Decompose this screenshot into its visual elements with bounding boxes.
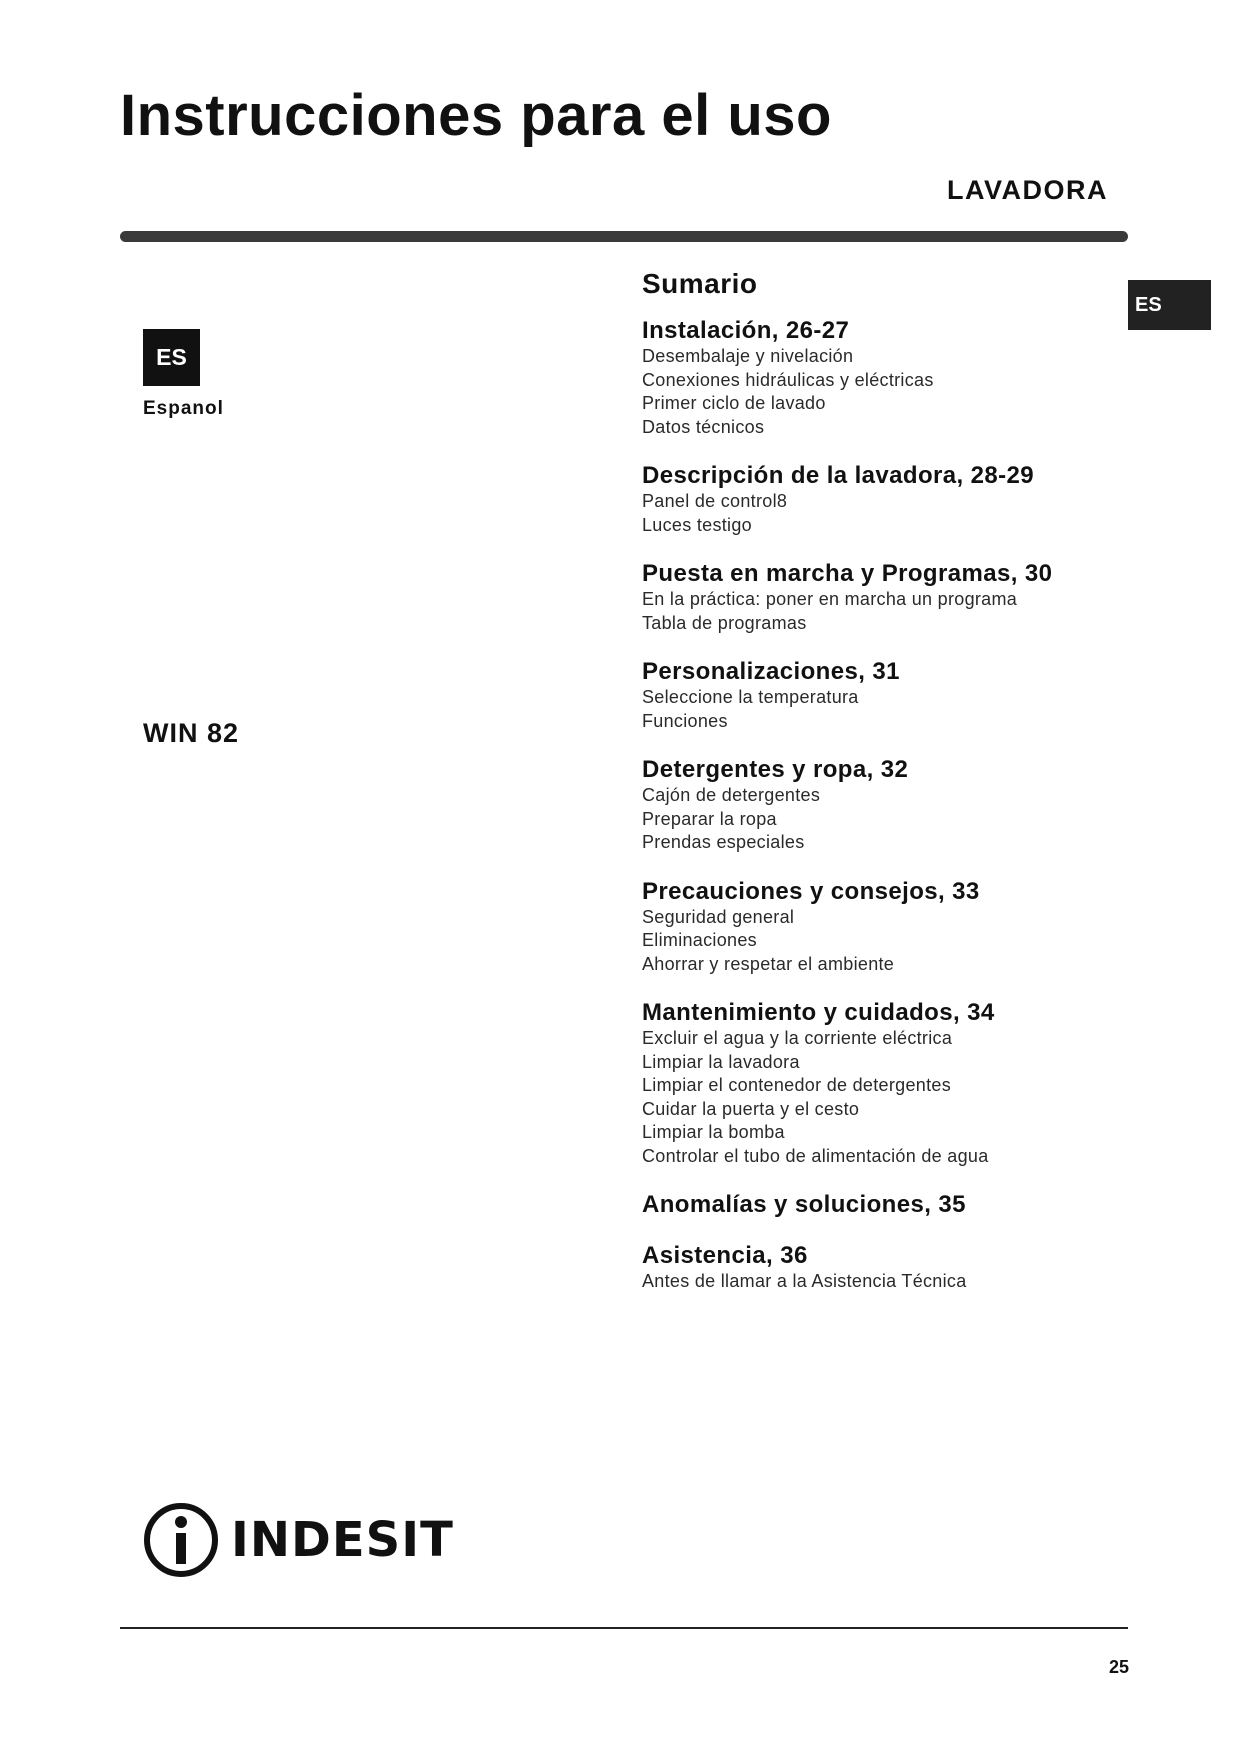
toc-item[interactable]: Preparar la ropa bbox=[642, 808, 777, 829]
toc-item[interactable]: Excluir el agua y la corriente eléctrica bbox=[642, 1028, 953, 1048]
language-badge: ES bbox=[143, 329, 200, 386]
toc-section-title[interactable]: Personalizaciones, 31 bbox=[642, 658, 900, 685]
toc-section-title[interactable]: Precauciones y consejos, 33 bbox=[642, 877, 980, 905]
toc-section-title[interactable]: Anomalías y soluciones, 35 bbox=[642, 1191, 966, 1218]
toc-item[interactable]: Cajón de detergentes bbox=[642, 785, 821, 805]
language-side-tab[interactable]: ES bbox=[1128, 280, 1211, 330]
language-label: Espanol bbox=[143, 398, 224, 419]
toc-item[interactable]: Limpiar la bomba bbox=[642, 1122, 785, 1142]
toc-item[interactable]: Cuidar la puerta y el cesto bbox=[642, 1098, 860, 1119]
toc-section bbox=[642, 1190, 1122, 1219]
indesit-logo-icon bbox=[143, 1502, 219, 1578]
toc-item-list bbox=[642, 1027, 1122, 1168]
toc-item[interactable]: Eliminaciones bbox=[642, 930, 757, 950]
toc-item[interactable]: Desembalaje y nivelación bbox=[642, 346, 854, 366]
toc-item[interactable]: Primer ciclo de lavado bbox=[642, 393, 826, 413]
toc-section-title[interactable]: Detergentes y ropa, 32 bbox=[642, 756, 909, 783]
toc-item-list bbox=[642, 1270, 1122, 1294]
toc-item[interactable]: Seguridad general bbox=[642, 906, 795, 927]
table-of-contents bbox=[642, 268, 1122, 1316]
toc-item-list bbox=[642, 588, 1122, 635]
toc-item-list bbox=[642, 784, 1122, 855]
document-subtitle: LAVADORA bbox=[947, 175, 1108, 205]
header-divider bbox=[120, 231, 1128, 242]
toc-section bbox=[642, 877, 1122, 977]
footer-divider bbox=[120, 1627, 1128, 1629]
toc-section bbox=[642, 657, 1122, 733]
toc-item[interactable]: Conexiones hidráulicas y eléctricas bbox=[642, 369, 934, 390]
toc-section bbox=[642, 998, 1122, 1168]
toc-item[interactable]: Tabla de programas bbox=[642, 612, 807, 633]
toc-sections bbox=[642, 316, 1122, 1294]
toc-section bbox=[642, 559, 1122, 635]
toc-item-list bbox=[642, 906, 1122, 977]
brand-logo bbox=[143, 1500, 454, 1580]
toc-section bbox=[642, 755, 1122, 855]
toc-item[interactable]: Luces testigo bbox=[642, 514, 752, 535]
toc-section-title[interactable]: Descripción de la lavadora, 28-29 bbox=[642, 462, 1035, 489]
toc-item-list bbox=[642, 686, 1122, 733]
toc-item[interactable]: En la práctica: poner en marcha un programa bbox=[642, 589, 1018, 609]
model-name: WIN 82 bbox=[143, 718, 240, 748]
toc-item[interactable]: Seleccione la temperatura bbox=[642, 687, 859, 707]
toc-section-title[interactable]: Mantenimiento y cuidados, 34 bbox=[642, 999, 995, 1026]
toc-item[interactable]: Antes de llamar a la Asistencia Técnica bbox=[642, 1271, 967, 1291]
toc-section-title[interactable]: Puesta en marcha y Programas, 30 bbox=[642, 560, 1053, 587]
toc-item[interactable]: Ahorrar y respetar el ambiente bbox=[642, 953, 895, 974]
toc-item[interactable]: Controlar el tubo de alimentación de agua bbox=[642, 1145, 989, 1166]
toc-section bbox=[642, 316, 1122, 439]
toc-section-title[interactable]: Instalación, 26-27 bbox=[642, 317, 850, 344]
toc-item[interactable]: Prendas especiales bbox=[642, 832, 805, 852]
toc-item-list bbox=[642, 345, 1122, 439]
toc-item-list bbox=[642, 490, 1122, 537]
logo-wordmark: INDESIT bbox=[231, 1512, 454, 1568]
toc-item[interactable]: Limpiar el contenedor de detergentes bbox=[642, 1075, 951, 1095]
toc-item[interactable]: Limpiar la lavadora bbox=[642, 1051, 800, 1072]
toc-section-title[interactable]: Asistencia, 36 bbox=[642, 1242, 808, 1269]
page-title: Instrucciones para el uso bbox=[120, 83, 832, 148]
toc-heading: Sumario bbox=[642, 268, 758, 299]
toc-item[interactable]: Funciones bbox=[642, 710, 728, 731]
toc-item[interactable]: Datos técnicos bbox=[642, 416, 765, 437]
toc-section bbox=[642, 461, 1122, 537]
toc-item[interactable]: Panel de control8 bbox=[642, 491, 788, 511]
toc-section bbox=[642, 1241, 1122, 1294]
page-number: 25 bbox=[1108, 1657, 1129, 1677]
